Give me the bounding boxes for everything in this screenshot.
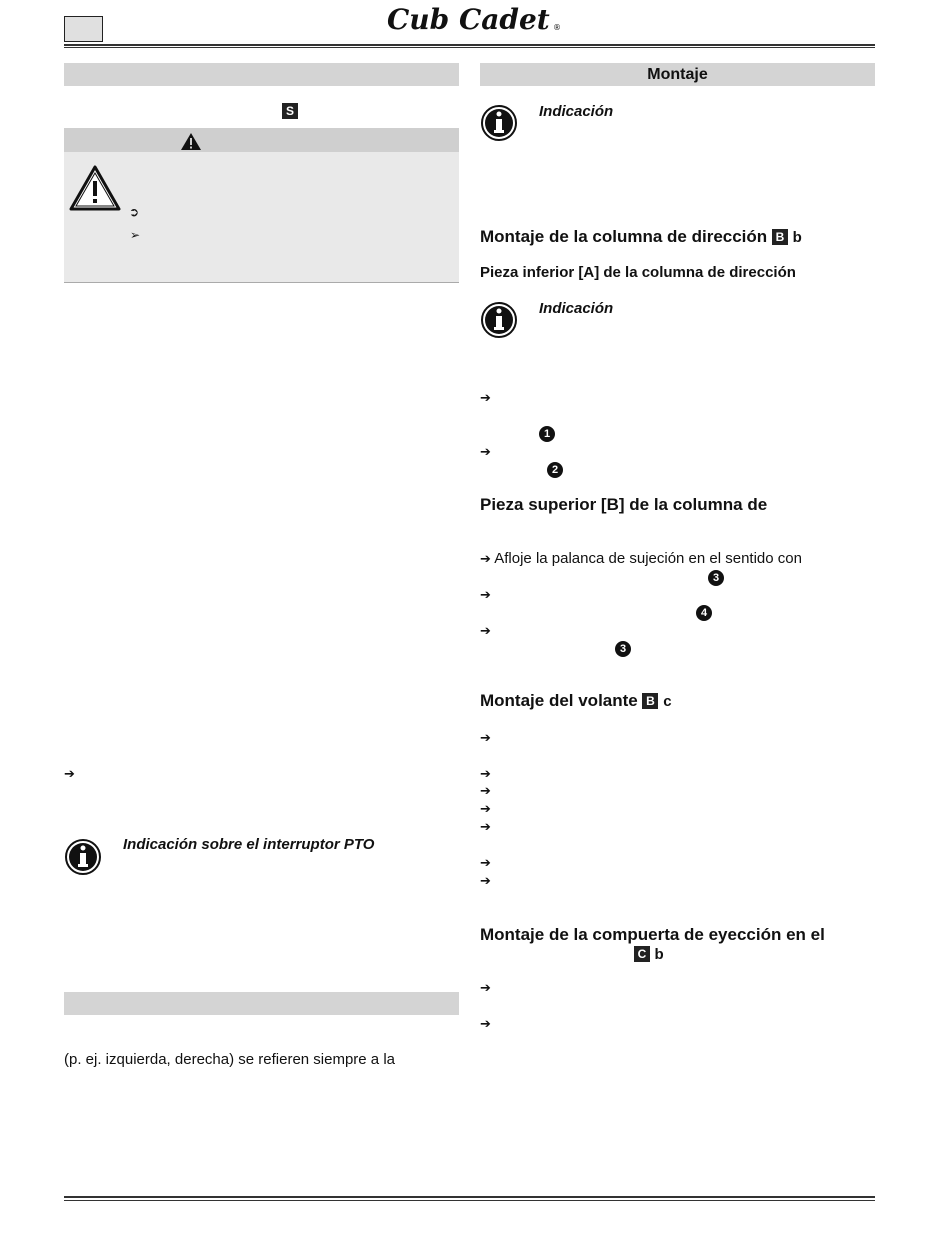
wheel-heading: Montaje del volante B c xyxy=(480,691,672,710)
step-number-3b: 3 xyxy=(615,641,631,657)
svg-text:Cub Cadet: Cub Cadet xyxy=(387,3,550,36)
bullet-glyph: ➲ xyxy=(129,205,140,219)
arrow-bullet: ➔ xyxy=(64,766,75,781)
info-title: Indicación xyxy=(539,103,614,120)
arrow-bullet: ➔ xyxy=(480,873,491,888)
step-number-4: 4 xyxy=(696,605,712,621)
arrow-bullet: ➔ xyxy=(480,819,491,834)
upper-step-1: ➔ Afloje la palanca de sujeción en el sentido con xyxy=(480,550,802,567)
wheel-suffix: c xyxy=(663,693,672,710)
arrow-bullet: ➔ xyxy=(480,783,491,798)
arrow-bullet: ➔ xyxy=(480,801,491,816)
cub-cadet-logo xyxy=(385,2,565,36)
info-icon xyxy=(480,104,518,142)
montaje-title: Montaje xyxy=(480,63,875,86)
arrow-bullet: ➔ xyxy=(480,623,491,638)
footer-rule xyxy=(64,1196,875,1201)
page-number-box xyxy=(64,16,103,42)
info-icon xyxy=(64,838,102,876)
chute-badge: C xyxy=(634,946,650,962)
arrow-bullet: ➔ xyxy=(480,855,491,870)
left-section-bar-1 xyxy=(64,63,459,86)
arrow-bullet: ➔ xyxy=(480,766,491,781)
left-section-bar-2 xyxy=(64,992,459,1015)
header-rule xyxy=(64,44,875,48)
bottom-text: (p. ej. izquierda, derecha) se refieren siempre a la xyxy=(64,1051,395,1068)
sub-bullet-glyph: ➢ xyxy=(130,228,141,242)
steering-column-heading: Montaje de la columna de dirección B b xyxy=(480,227,802,246)
upper-part-heading: Pieza superior [B] de la columna de xyxy=(480,495,768,514)
pto-info-title: Indicación sobre el interruptor PTO xyxy=(123,836,375,853)
step-number-3: 3 xyxy=(708,570,724,586)
arrow-bullet: ➔ xyxy=(480,980,491,995)
steering-suffix: b xyxy=(792,229,802,246)
warning-header xyxy=(64,128,459,152)
arrow-bullet: ➔ xyxy=(480,730,491,745)
arrow-bullet: ➔ xyxy=(480,1016,491,1031)
warning-triangle-icon xyxy=(68,164,122,212)
step-number-1: 1 xyxy=(539,426,555,442)
wheel-badge: B xyxy=(642,693,658,709)
chute-heading: Montaje de la compuerta de eyección en el xyxy=(480,925,825,944)
warning-icon xyxy=(180,132,202,151)
lower-part-heading: Pieza inferior [A] de la columna de dirección xyxy=(480,264,796,281)
step-number-2: 2 xyxy=(547,462,563,478)
svg-text:®: ® xyxy=(553,23,561,32)
arrow-bullet: ➔ xyxy=(480,444,491,459)
arrow-bullet: ➔ xyxy=(480,390,491,405)
info-icon xyxy=(480,301,518,339)
chute-badge-line xyxy=(634,946,664,964)
arrow-bullet: ➔ xyxy=(480,587,491,602)
chute-suffix: b xyxy=(654,946,664,963)
steering-badge: B xyxy=(772,229,788,245)
info-title-2: Indicación xyxy=(539,300,614,317)
s-badge: S xyxy=(282,103,298,119)
